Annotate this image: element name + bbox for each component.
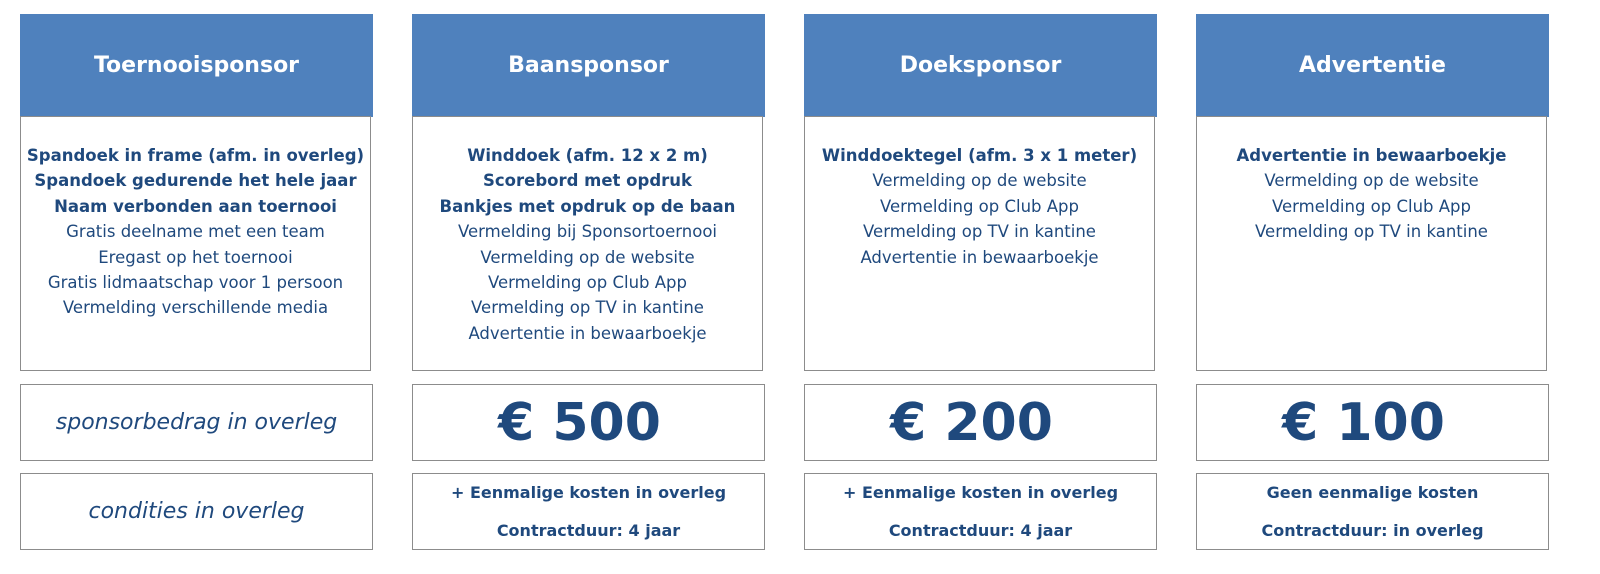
package-price [804, 384, 1157, 461]
feature-item: Vermelding op de website [872, 171, 1087, 191]
feature-item: Vermelding op de website [480, 247, 695, 267]
package-conditions [804, 473, 1157, 550]
feature-item: Gratis lidmaatschap voor 1 persoon [47, 273, 344, 293]
package-conditions [20, 473, 373, 550]
package-conditions [1196, 473, 1549, 550]
feature-item: Vermelding op TV in kantine [471, 298, 704, 318]
condition-line: Contractduur: in overleg [1261, 520, 1484, 540]
feature-item: Vermelding op Club App [879, 196, 1080, 216]
condition-line: Contractduur: 4 jaar [496, 520, 681, 540]
feature-item: Scorebord met opdruk [483, 171, 692, 191]
condition-line: Contractduur: 4 jaar [888, 520, 1073, 540]
package-header [804, 14, 1157, 117]
price-amount: € 200 [890, 392, 1053, 453]
feature-item: Gratis deelname met een team [66, 222, 325, 242]
package-header [412, 14, 765, 117]
feature-item: Vermelding op Club App [487, 273, 688, 293]
feature-item: Spandoek gedurende het hele jaar [34, 171, 357, 191]
package-header [20, 14, 373, 117]
feature-item: Winddoektegel (afm. 3 x 1 meter) [821, 146, 1138, 165]
feature-item: Vermelding bij Sponsortoernooi [458, 222, 717, 242]
package-conditions [412, 473, 765, 550]
package-title: Baansponsor [508, 53, 669, 78]
price-note: sponsorbedrag in overleg [55, 410, 338, 435]
feature-item: Vermelding op TV in kantine [1255, 222, 1488, 242]
package-title: Advertentie [1299, 53, 1446, 78]
package-features [20, 116, 371, 371]
package-price [412, 384, 765, 461]
feature-item: Advertentie in bewaarboekje [468, 323, 707, 343]
feature-item: Advertentie in bewaarboekje [1236, 146, 1507, 165]
feature-item: Vermelding verschillende media [62, 298, 329, 318]
package-price [1196, 384, 1549, 461]
feature-item: Vermelding op TV in kantine [863, 222, 1096, 242]
condition-line: Geen eenmalige kosten [1266, 482, 1479, 502]
feature-item: Vermelding op Club App [1271, 196, 1472, 216]
feature-item: Spandoek in frame (afm. in overleg) [26, 146, 365, 165]
feature-item: Naam verbonden aan toernooi [54, 196, 337, 216]
condition-line: + Eenmalige kosten in overleg [450, 482, 727, 502]
package-features [1196, 116, 1547, 371]
feature-item: Eregast op het toernooi [98, 247, 293, 267]
package-features [804, 116, 1155, 371]
package-features [412, 116, 763, 371]
feature-item: Bankjes met opdruk op de baan [439, 196, 736, 216]
package-title: Toernooisponsor [93, 53, 300, 78]
condition-line: + Eenmalige kosten in overleg [842, 482, 1119, 502]
price-amount: € 100 [1282, 392, 1445, 453]
package-header [1196, 14, 1549, 117]
package-title: Doeksponsor [899, 53, 1062, 78]
feature-item: Winddoek (afm. 12 x 2 m) [467, 146, 708, 165]
price-amount: € 500 [498, 392, 661, 453]
feature-item: Vermelding op de website [1264, 171, 1479, 191]
package-price [20, 384, 373, 461]
conditions-note: condities in overleg [88, 499, 305, 524]
feature-item: Advertentie in bewaarboekje [860, 247, 1099, 267]
